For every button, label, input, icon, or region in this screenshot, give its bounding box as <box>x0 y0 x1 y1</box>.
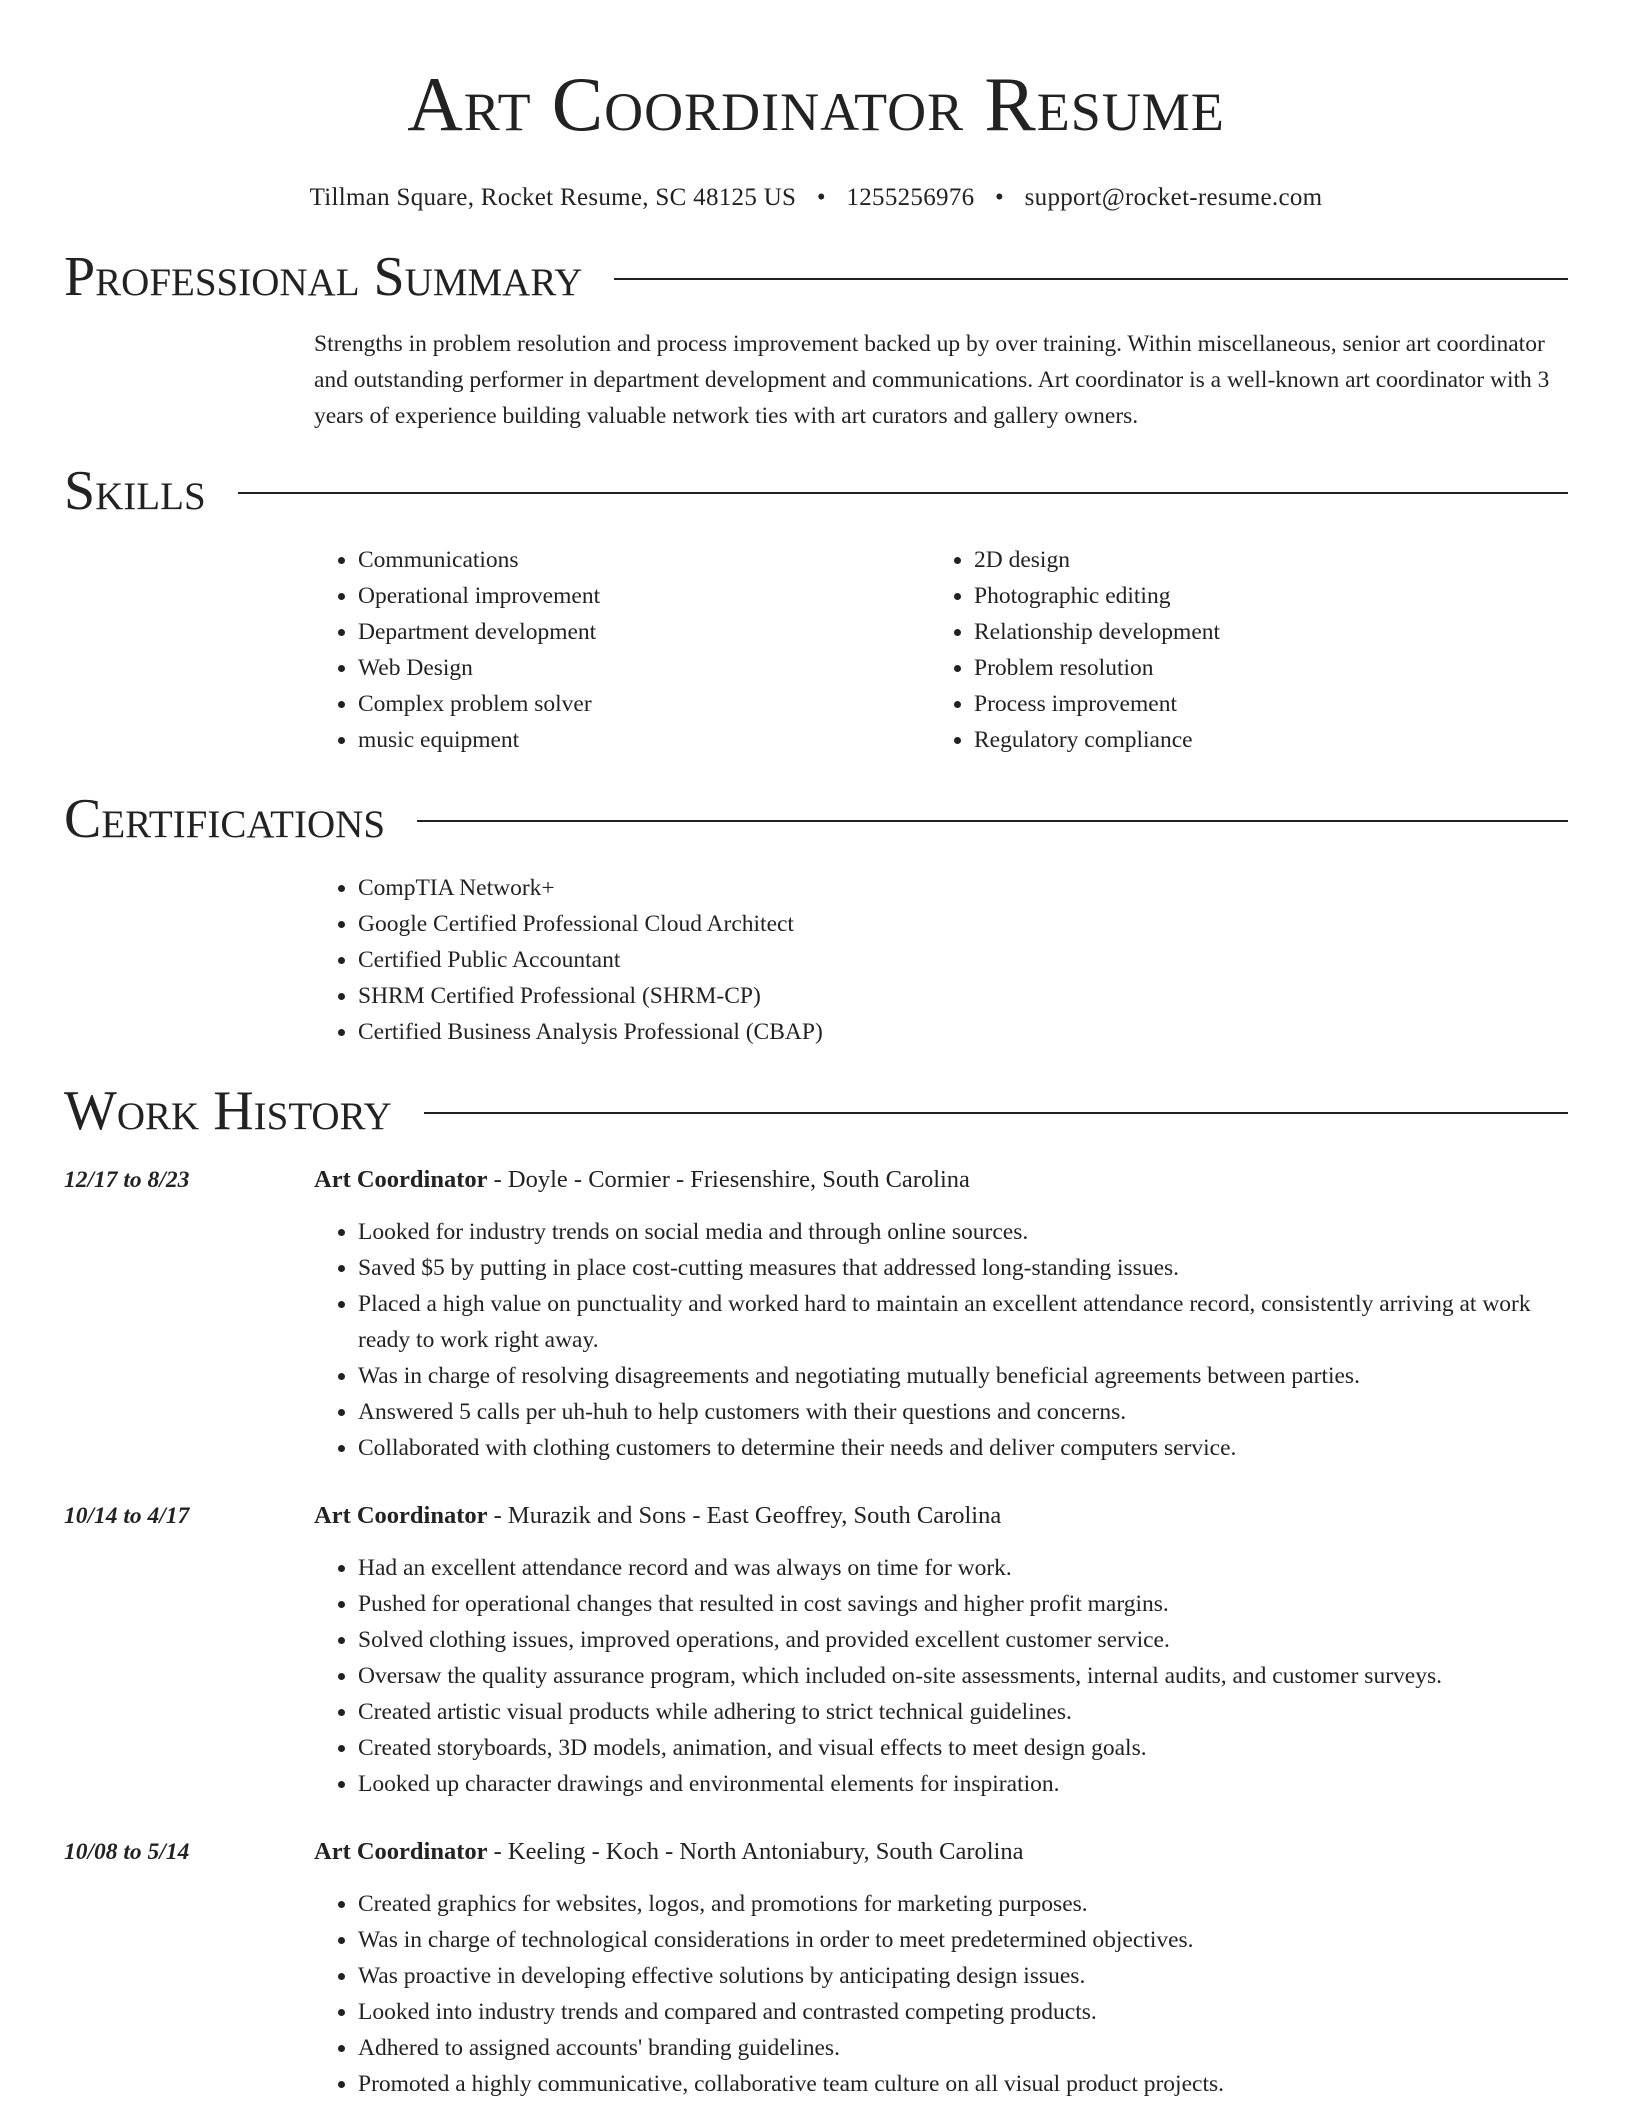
job-dates: 10/08 to 5/14 <box>64 1839 190 1865</box>
section-divider <box>417 820 1568 822</box>
contact-separator: • <box>816 184 826 211</box>
job-bullet: • Answered 5 calls per uh-huh to help customers with their questions and concerns. <box>358 1394 1568 1430</box>
job-bullets <box>314 1886 1568 2102</box>
job-bullet: • Looked up character drawings and environmental elements for inspiration. <box>358 1766 1568 1802</box>
skill-item: • Department development <box>358 614 930 650</box>
section-divider <box>424 1112 1568 1114</box>
job-employer-location: - Keeling - Koch - North Antoniabury, South Carolina <box>487 1838 1024 1865</box>
skills-list <box>314 542 1568 758</box>
skills-section-header <box>64 458 1568 524</box>
job-entry <box>64 1162 1568 1466</box>
contact-address: Tillman Square, Rocket Resume, SC 48125 US <box>309 184 797 211</box>
job-role: Art Coordinator <box>314 1838 488 1865</box>
certifications-list <box>314 870 1568 1050</box>
work-history-list <box>64 1162 1568 2102</box>
job-bullets <box>314 1550 1568 1802</box>
job-bullet: • Adhered to assigned accounts' branding guidelines. <box>358 2030 1568 2066</box>
job-bullet: • Was in charge of resolving disagreements and negotiating mutually beneficial agreements between parties. <box>358 1358 1568 1394</box>
job-entry <box>64 1498 1568 1802</box>
skill-item: • 2D design <box>974 542 1546 578</box>
job-header <box>314 1498 1568 1534</box>
job-bullet: • Created artistic visual products while adhering to strict technical guidelines. <box>358 1694 1568 1730</box>
job-employer-location: - Murazik and Sons - East Geoffrey, South Carolina <box>487 1502 1002 1529</box>
job-details <box>314 1162 1568 1466</box>
job-details <box>314 1834 1568 2102</box>
job-bullet: • Collaborated with clothing customers to determine their needs and deliver computers service. <box>358 1430 1568 1466</box>
certifications-heading: Certifications <box>64 788 386 850</box>
certification-item: • Certified Public Accountant <box>358 942 1568 978</box>
job-bullet: • Pushed for operational changes that resulted in cost savings and higher profit margins. <box>358 1586 1568 1622</box>
job-bullet: • Was proactive in developing effective solutions by anticipating design issues. <box>358 1958 1568 1994</box>
job-bullet: • Placed a high value on punctuality and worked hard to maintain an excellent attendance record, consistently arriving at work ready to work right away. <box>358 1286 1568 1358</box>
skill-item: • Communications <box>358 542 930 578</box>
skill-item: • Problem resolution <box>974 650 1546 686</box>
certifications-section-header <box>64 786 1568 852</box>
job-header <box>314 1162 1568 1198</box>
job-bullet: • Saved $5 by putting in place cost-cutting measures that addressed long-standing issues. <box>358 1250 1568 1286</box>
summary-section-header <box>64 244 1568 310</box>
job-role: Art Coordinator <box>314 1502 488 1529</box>
work-heading: Work History <box>64 1080 392 1142</box>
job-bullet: • Had an excellent attendance record and was always on time for work. <box>358 1550 1568 1586</box>
job-employer-location: - Doyle - Cormier - Friesenshire, South Carolina <box>487 1166 970 1193</box>
skill-item: • Regulatory compliance <box>974 722 1546 758</box>
job-dates: 10/14 to 4/17 <box>64 1503 190 1529</box>
summary-heading: Professional Summary <box>64 246 583 308</box>
skill-item: • Process improvement <box>974 686 1546 722</box>
job-bullet: • Created storyboards, 3D models, animation, and visual effects to meet design goals. <box>358 1730 1568 1766</box>
summary-text: Strengths in problem resolution and process improvement backed up by over training. Within miscellaneous, senior art coordinator and outstanding performer in department development and communications. Art coordinator is a well-known art coordinator with 3 years of experience building valuable network ties with art curators and gallery owners. <box>314 331 1550 429</box>
job-bullet: • Was in charge of technological considerations in order to meet predetermined objectives. <box>358 1922 1568 1958</box>
job-details <box>314 1498 1568 1802</box>
skill-item: • Complex problem solver <box>358 686 930 722</box>
job-bullet: • Oversaw the quality assurance program, which included on-site assessments, internal audits, and customer surveys. <box>358 1658 1568 1694</box>
section-divider <box>614 278 1568 280</box>
skills-column-right <box>930 542 1546 758</box>
skill-item: • Operational improvement <box>358 578 930 614</box>
skill-item: • music equipment <box>358 722 930 758</box>
skill-item: • Relationship development <box>974 614 1546 650</box>
resume-title: Art Coordinator Resume <box>407 61 1225 147</box>
skills-column-left <box>314 542 930 758</box>
contact-phone: 1255256976 <box>846 184 975 211</box>
skill-item: • Web Design <box>358 650 930 686</box>
contact-line <box>64 182 1568 214</box>
job-bullet: • Solved clothing issues, improved operations, and provided excellent customer service. <box>358 1622 1568 1658</box>
skill-item: • Photographic editing <box>974 578 1546 614</box>
job-bullet: • Looked into industry trends and compared and contrasted competing products. <box>358 1994 1568 2030</box>
job-entry <box>64 1834 1568 2102</box>
section-divider <box>238 492 1568 494</box>
certification-item: • SHRM Certified Professional (SHRM-CP) <box>358 978 1568 1014</box>
contact-email: support@rocket-resume.com <box>1024 184 1323 211</box>
job-dates: 12/17 to 8/23 <box>64 1167 190 1193</box>
job-bullet: • Promoted a highly communicative, collaborative team culture on all visual product projects. <box>358 2066 1568 2102</box>
job-role: Art Coordinator <box>314 1166 488 1193</box>
certification-item: • Google Certified Professional Cloud Architect <box>358 906 1568 942</box>
work-section-header <box>64 1078 1568 1144</box>
certification-item: • CompTIA Network+ <box>358 870 1568 906</box>
job-header <box>314 1834 1568 1870</box>
skills-heading: Skills <box>64 460 206 522</box>
contact-separator: • <box>995 184 1005 211</box>
certification-item: • Certified Business Analysis Professional (CBAP) <box>358 1014 1568 1050</box>
job-bullet: • Looked for industry trends on social media and through online sources. <box>358 1214 1568 1250</box>
job-bullet: • Created graphics for websites, logos, and promotions for marketing purposes. <box>358 1886 1568 1922</box>
job-bullets <box>314 1214 1568 1466</box>
